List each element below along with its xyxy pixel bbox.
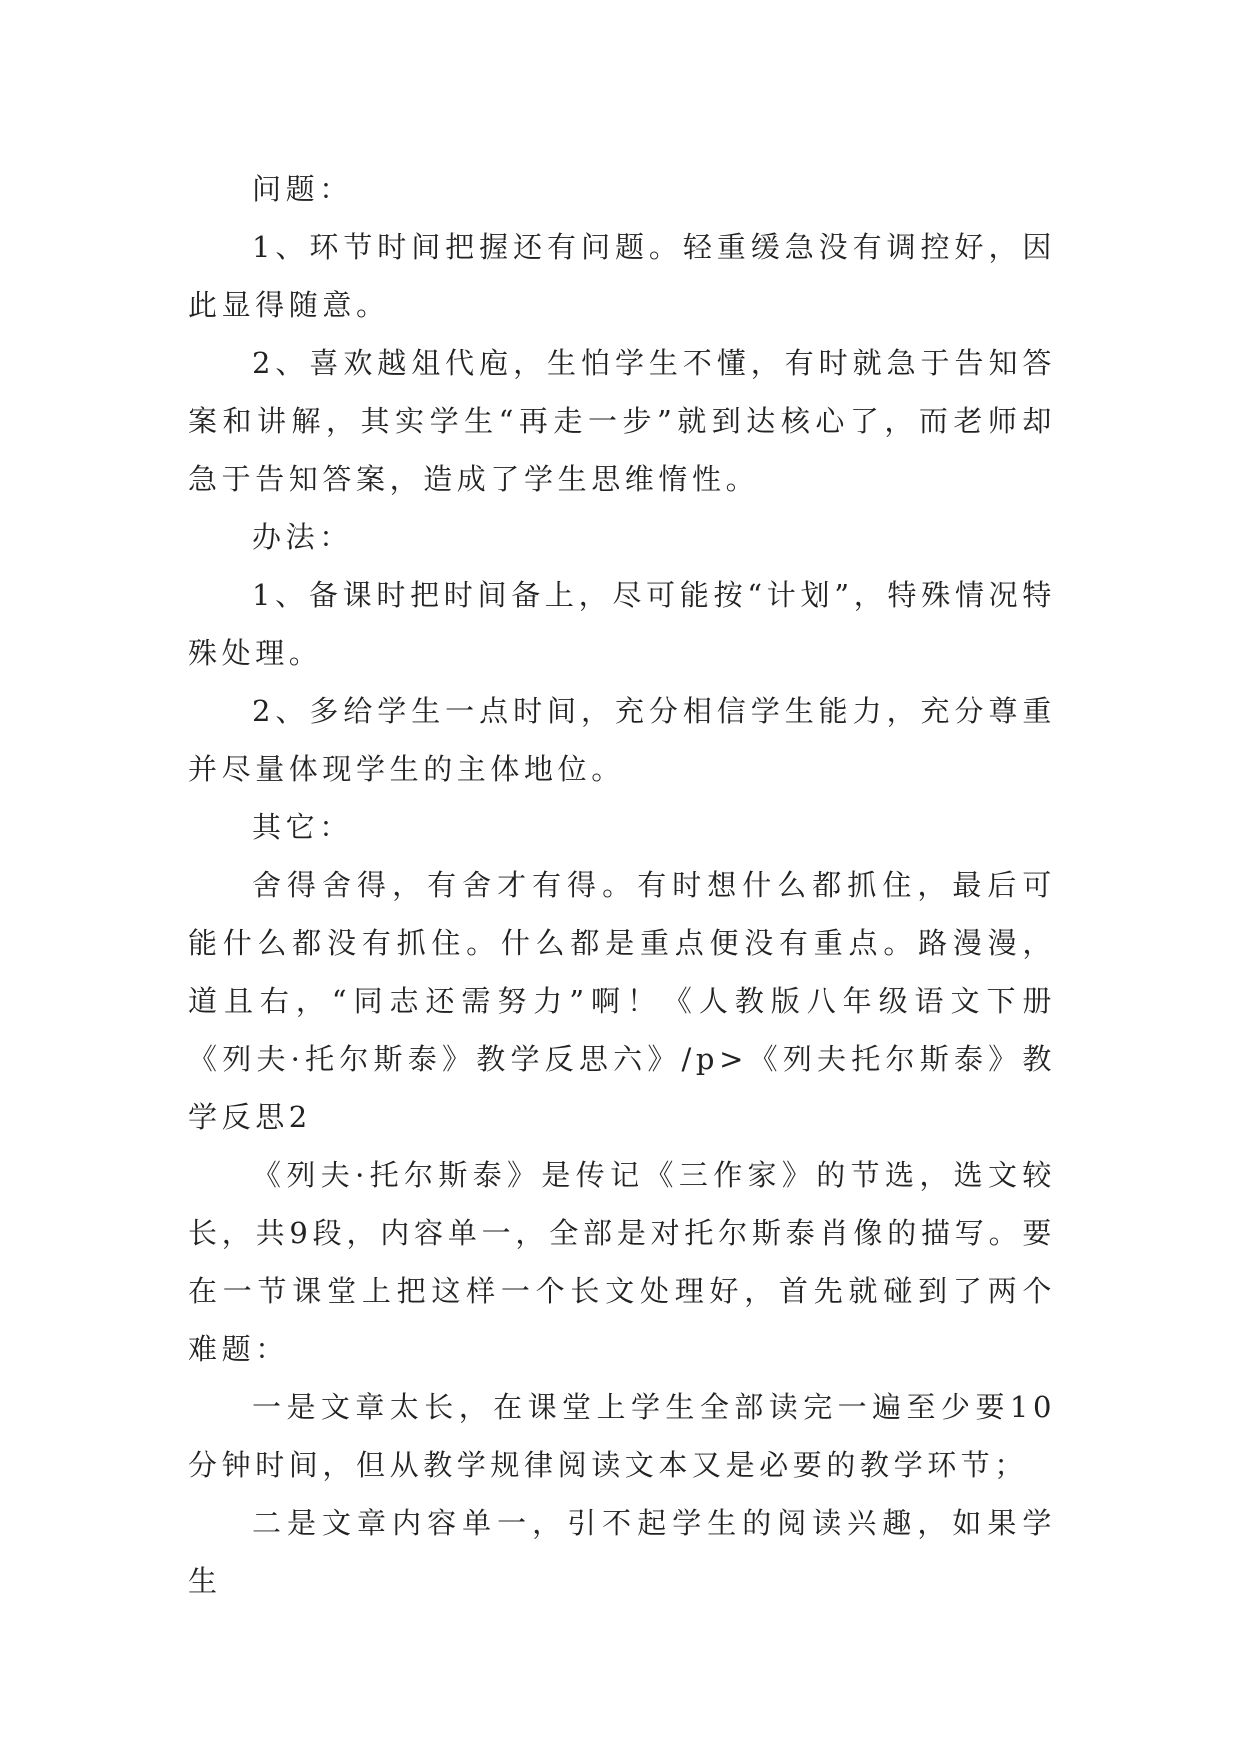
paragraph-problem-1: 1、环节时间把握还有问题。轻重缓急没有调控好，因此显得随意。	[188, 230, 1056, 322]
paragraph-problems-heading: 问题：	[252, 172, 353, 206]
paragraph-problem-2: 2、喜欢越俎代庖，生怕学生不懂，有时就急于告知答案和讲解，其实学生“再走一步”就到达核心了，而老师却急于告知答案，造成了学生思维惰性。	[188, 346, 1056, 496]
paragraph-other-heading: 其它：	[252, 810, 353, 844]
paragraph-intro: 《列夫·托尔斯泰》是传记《三作家》的节选，选文较长，共9段，内容单一，全部是对托尔斯泰肖像的描写。要在一节课堂上把这样一个长文处理好，首先就碰到了两个难题：	[188, 1158, 1056, 1366]
document-page	[188, 160, 1056, 1610]
paragraph-method-2: 2、多给学生一点时间，充分相信学生能力，充分尊重并尽量体现学生的主体地位。	[188, 694, 1056, 786]
paragraph-difficulty-2: 二是文章内容单一，引不起学生的阅读兴趣，如果学生	[188, 1506, 1056, 1598]
paragraph-other-body: 舍得舍得，有舍才有得。有时想什么都抓住，最后可能什么都没有抓住。什么都是重点便没有重点。路漫漫，道且右，“同志还需努力”啊！《人教版八年级语文下册《列夫·托尔斯泰》教学反思六》/p>《列夫托尔斯泰》教学反思2	[188, 868, 1056, 1134]
paragraph-difficulty-1: 一是文章太长，在课堂上学生全部读完一遍至少要10分钟时间，但从教学规律阅读文本又是必要的教学环节；	[188, 1390, 1056, 1482]
paragraph-methods-heading: 办法：	[252, 520, 353, 554]
paragraph-method-1: 1、备课时把时间备上，尽可能按“计划”，特殊情况特殊处理。	[188, 578, 1056, 670]
